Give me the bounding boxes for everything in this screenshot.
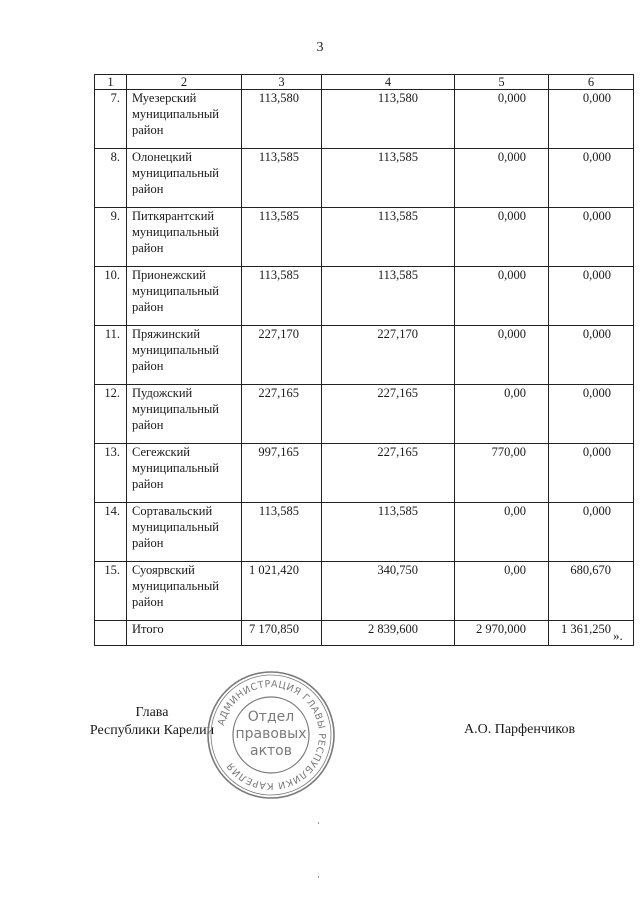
value-col5: 0,00 — [455, 562, 549, 621]
table-row — [95, 267, 634, 326]
district-name: Прионежский муниципальный район — [127, 267, 242, 326]
value-col3: 7 170,850 — [242, 621, 322, 646]
signature-title-line1: Глава — [135, 705, 169, 720]
value-col5: 0,000 — [455, 149, 549, 208]
value-col4: 227,165 — [322, 385, 455, 444]
district-name: Питкярантский муниципальный район — [127, 208, 242, 267]
header-cell: 4 — [322, 75, 455, 90]
value-col6: 0,000 — [549, 267, 634, 326]
value-col3: 1 021,420 — [242, 562, 322, 621]
row-number: 15. — [95, 562, 127, 621]
value-col6: 0,000 — [549, 208, 634, 267]
row-number: 12. — [95, 385, 127, 444]
district-name: Пряжинский муниципальный район — [127, 326, 242, 385]
district-name: Олонецкий муниципальный район — [127, 149, 242, 208]
district-name: Сегежский муниципальный район — [127, 444, 242, 503]
header-cell: 6 — [549, 75, 634, 90]
value-col5: 0,000 — [455, 90, 549, 149]
value-col3: 227,170 — [242, 326, 322, 385]
header-cell: 1 — [95, 75, 127, 90]
value-col3: 227,165 — [242, 385, 322, 444]
value-col6: 0,000 — [549, 385, 634, 444]
signature-title-line2: Республики Карелии — [89, 723, 215, 738]
value-col3: 113,580 — [242, 90, 322, 149]
value-col5: 2 970,000 — [455, 621, 549, 646]
district-name: Муезерский муниципальный район — [127, 90, 242, 149]
value-col3: 997,165 — [242, 444, 322, 503]
closing-quote: ». — [613, 628, 623, 643]
table-row — [95, 562, 634, 621]
stamp-ring-text: АДМИНИСТРАЦИЯ ГЛАВЫ РЕСПУБЛИКИ КАРЕЛИЯ — [215, 678, 328, 792]
value-col5: 0,000 — [455, 326, 549, 385]
header-cell: 5 — [455, 75, 549, 90]
value-col3: 113,585 — [242, 208, 322, 267]
stamp-line3: актов — [249, 743, 293, 759]
value-col5: 0,000 — [455, 267, 549, 326]
value-col6: 0,000 — [549, 503, 634, 562]
district-name: Пудожский муниципальный район — [127, 385, 242, 444]
value-col4: 227,165 — [322, 444, 455, 503]
value-col4: 113,585 — [322, 149, 455, 208]
value-col4: 113,585 — [322, 267, 455, 326]
table-row — [95, 326, 634, 385]
total-row — [95, 621, 634, 646]
value-col4: 2 839,600 — [322, 621, 455, 646]
row-number: 9. — [95, 208, 127, 267]
page-number: 3 — [316, 40, 324, 55]
value-col6: 1 361,250 — [549, 621, 634, 646]
value-col6: 0,000 — [549, 149, 634, 208]
value-col4: 113,585 — [322, 503, 455, 562]
row-number — [95, 621, 127, 646]
value-col5: 0,000 — [455, 208, 549, 267]
value-col4: 113,580 — [322, 90, 455, 149]
stamp-line1: Отдел — [247, 709, 295, 725]
signature-title — [82, 704, 222, 740]
row-number: 11. — [95, 326, 127, 385]
value-col6: 680,670 — [549, 562, 634, 621]
scan-speck — [318, 822, 319, 824]
stamp-line2: правовых — [235, 726, 307, 742]
value-col6: 0,000 — [549, 90, 634, 149]
row-number: 8. — [95, 149, 127, 208]
table-row — [95, 444, 634, 503]
district-name: Суоярвский муниципальный район — [127, 562, 242, 621]
table-body — [95, 75, 634, 646]
value-col3: 113,585 — [242, 503, 322, 562]
table-row — [95, 149, 634, 208]
table-row — [95, 90, 634, 149]
header-cell: 2 — [127, 75, 242, 90]
table-row — [95, 208, 634, 267]
row-number: 14. — [95, 503, 127, 562]
table-row — [95, 385, 634, 444]
district-name: Итого — [127, 621, 242, 646]
table-header-row — [95, 75, 634, 90]
value-col4: 340,750 — [322, 562, 455, 621]
allocation-table — [94, 74, 634, 646]
value-col5: 0,00 — [455, 503, 549, 562]
value-col5: 770,00 — [455, 444, 549, 503]
official-stamp — [205, 669, 337, 801]
district-name: Сортавальский муниципальный район — [127, 503, 242, 562]
table-row — [95, 503, 634, 562]
value-col5: 0,00 — [455, 385, 549, 444]
value-col4: 113,585 — [322, 208, 455, 267]
signature-name: А.О. Парфенчиков — [464, 722, 576, 737]
value-col6: 0,000 — [549, 444, 634, 503]
row-number: 10. — [95, 267, 127, 326]
value-col3: 113,585 — [242, 267, 322, 326]
value-col3: 113,585 — [242, 149, 322, 208]
row-number: 7. — [95, 90, 127, 149]
value-col4: 227,170 — [322, 326, 455, 385]
scan-speck — [318, 876, 319, 878]
header-cell: 3 — [242, 75, 322, 90]
value-col6: 0,000 — [549, 326, 634, 385]
row-number: 13. — [95, 444, 127, 503]
